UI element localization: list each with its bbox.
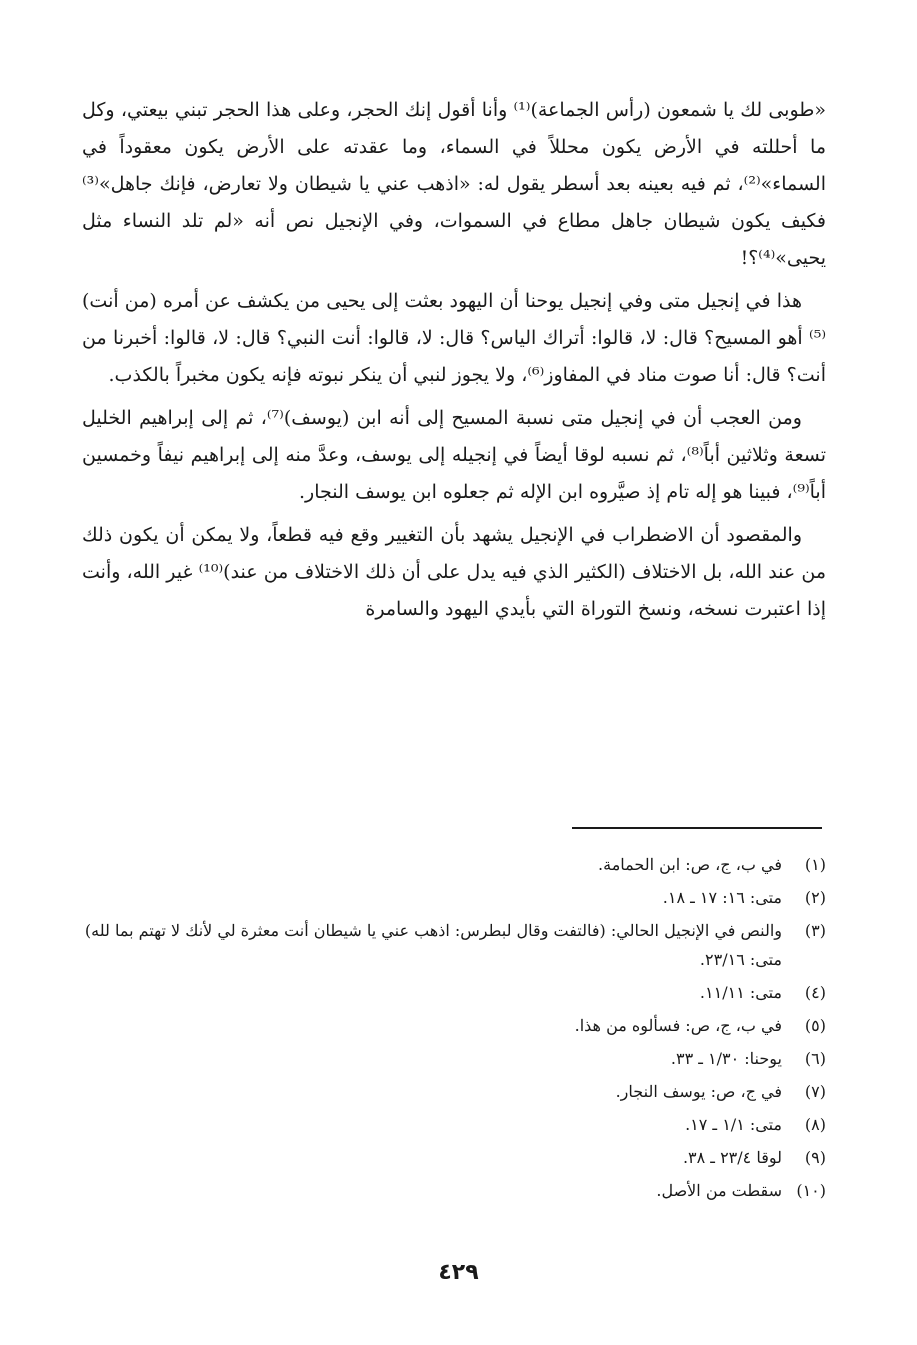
footnote-6 [80,1044,826,1073]
footnote-text: في ب، ج، ص: ابن الحمامة. [598,855,782,874]
footnote-5 [80,1011,826,1040]
footnote-3 [80,916,826,974]
body-text [82,92,826,634]
footnote-1 [80,850,826,879]
paragraph-1 [82,92,826,277]
footnote-text: لوقا ٢٣/٤ ـ ٣٨. [682,1148,782,1167]
footnote-text: يوحنا: ١/٣٠ ـ ٣٣. [670,1049,782,1068]
footnote-text: في ج، ص: يوسف النجار. [615,1082,782,1101]
footnote-2 [80,883,826,912]
footnote-text: متى: ١/١ ـ ١٧. [685,1115,782,1134]
paragraph-3 [82,400,826,511]
paragraph-text: والمقصود أن الاضطراب في الإنجيل يشهد بأن التغيير وقع فيه قطعاً، ولا يمكن أن يكون ذلك من عند الله، بل الاختلاف (الكثير الذي فيه يدل على أن ذلك الاختلاف من عند)⁽¹⁰⁾ غير الله، وأنت إذا اعتبرت نسخه، ونسخ التوراة التي بأيدي اليهود والسامرة [82,524,826,620]
paragraph-2 [82,283,826,394]
footnote-number: (٤) [804,983,826,1002]
paragraph-text: هذا في إنجيل متى وفي إنجيل يوحنا أن اليهود بعثت إلى يحيى من يكشف عن أمره (من أنت)⁽⁵⁾ أهو المسيح؟ قال: لا، قالوا: أتراك الياس؟ قال: لا، قالوا: أنت النبي؟ قال: لا، قالوا: أخبرنا من أنت؟ قال: أنا صوت مناد في المفاوز⁽⁶⁾، ولا يجوز لنبي أن ينكر نبوته فإنه يكون مخبراً بالكذب. [82,290,826,386]
footnote-text: والنص في الإنجيل الحالي: (فالتفت وقال لبطرس: اذهب عني يا شيطان أنت معثرة لي لأنك لا تهتم بما لله) متى: ٢٣/١٦. [84,921,782,969]
footnote-10 [80,1176,826,1205]
footnote-9 [80,1143,826,1172]
footnote-text: سقطت من الأصل. [656,1181,782,1200]
paragraph-text: «طوبى لك يا شمعون (رأس الجماعة)⁽¹⁾ وأنا أقول إنك الحجر، وعلى هذا الحجر تبني بيعتي، وكل ما أحللته في الأرض يكون محللاً في السماء، وما عقدته على الأرض يكون معقوداً في السماء»⁽²⁾، ثم فيه بعينه بعد أسطر يقول له: «اذهب عني يا شيطان ولا تعارض، فإنك جاهل»⁽³⁾ فكيف يكون شيطان جاهل مطاع في السموات، وفي الإنجيل نص أنه «لم تلد النساء مثل يحيى»⁽⁴⁾؟! [82,99,827,269]
footnotes-list [80,850,826,1209]
paragraph-text: ومن العجب أن في إنجيل متى نسبة المسيح إلى أنه ابن (يوسف)⁽⁷⁾، ثم إلى إبراهيم الخليل تسعة وثلاثين أباً⁽⁸⁾، ثم نسبه لوقا أيضاً في إنجيله إلى يوسف، وعدَّ منه إلى إبراهيم نيفاً وخمسين أباً⁽⁹⁾، فبينا هو إله تام إذ صيَّروه ابن الإله ثم جعلوه ابن يوسف النجار. [82,407,826,503]
footnote-8 [80,1110,826,1139]
footnote-number: (٣) [804,921,826,940]
footnote-separator [572,827,822,829]
footnote-number: (٥) [804,1016,826,1035]
footnote-number: (٧) [804,1082,826,1101]
paragraph-4 [82,517,826,628]
footnote-number: (١٠) [796,1181,826,1200]
footnote-text: في ب، ج، ص: فسألوه من هذا. [574,1016,782,1035]
footnote-4 [80,978,826,1007]
footnote-text: متى: ١١/١١. [699,983,782,1002]
footnote-7 [80,1077,826,1106]
footnote-text: متى: ١٦: ١٧ ـ ١٨. [662,888,782,907]
page-number: ٤٢٩ [438,1260,479,1285]
footnote-number: (٨) [804,1115,826,1134]
footnote-number: (٦) [804,1049,826,1068]
footnote-number: (٩) [804,1148,826,1167]
footnote-number: (٢) [804,888,826,907]
footnote-number: (١) [804,855,826,874]
